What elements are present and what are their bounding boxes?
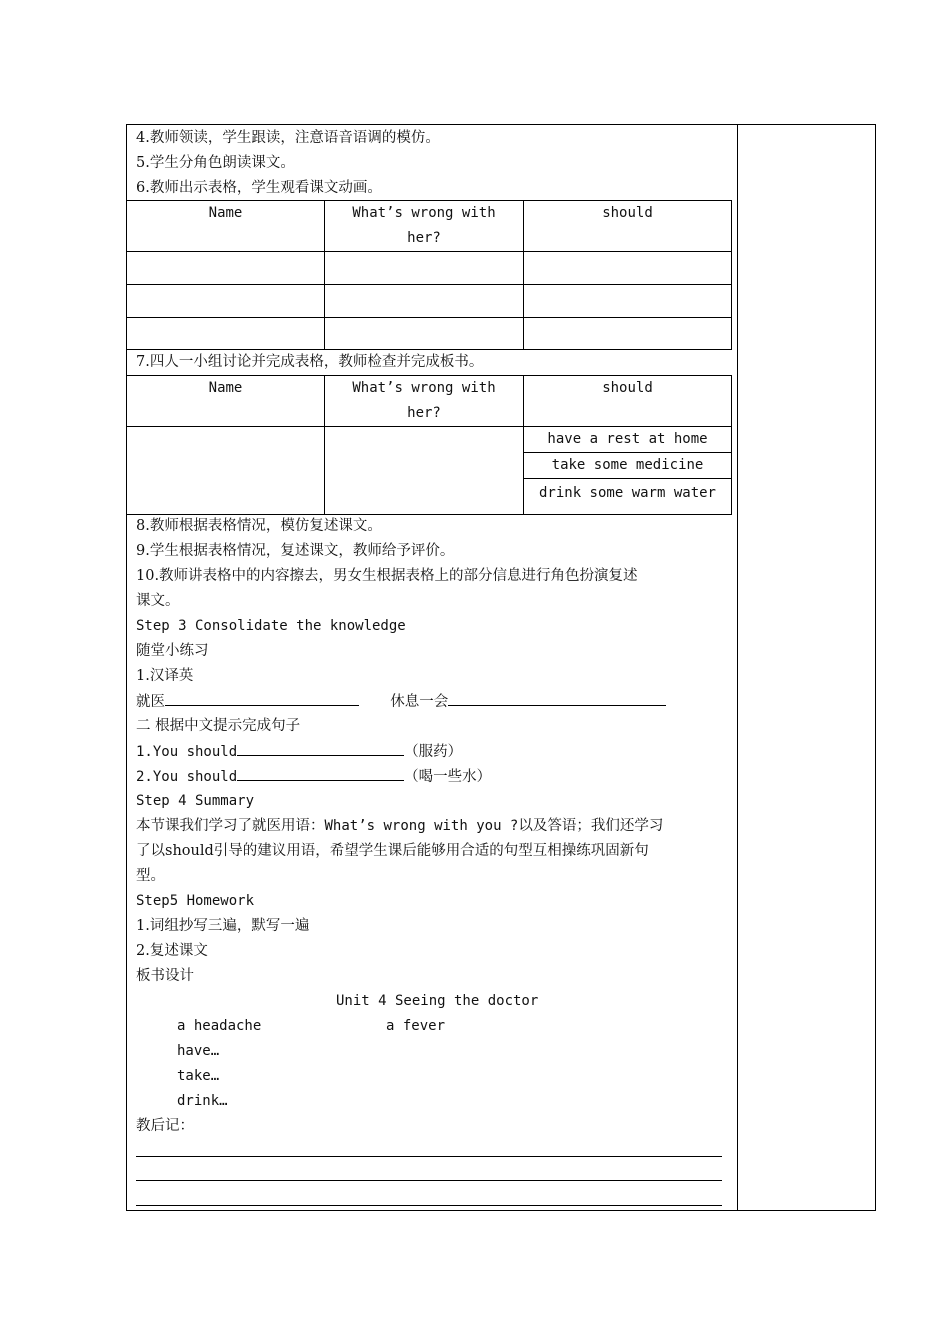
blank-4 xyxy=(237,766,404,781)
translate-heading: 1.汉译英 xyxy=(136,668,194,684)
table-cell xyxy=(524,285,732,318)
sentence-1 xyxy=(136,741,462,762)
should-item: drink some warm water xyxy=(538,485,716,501)
summary-line-2: 了以should引导的建议用语，希望学生课后能够用合适的句型互相操练巩固新句 xyxy=(136,843,649,859)
table-row xyxy=(127,252,732,285)
header-should: should xyxy=(524,201,732,252)
step-5-heading: Step5 Homework xyxy=(136,893,255,909)
board-have: have… xyxy=(177,1043,220,1059)
should-item: have a rest at home xyxy=(524,427,731,453)
step-line-9: 9.学生根据表格情况，复述课文，教师给予评价。 xyxy=(136,543,455,559)
step-line-4: 4.教师领读，学生跟读，注意语音语调的模仿。 xyxy=(136,130,440,146)
blank-1 xyxy=(165,691,359,706)
sentence-1-text: 1.You should xyxy=(136,744,238,760)
table-1 xyxy=(126,200,732,350)
table-2 xyxy=(126,375,732,515)
notes-heading: 教后记： xyxy=(136,1118,194,1134)
board-design-heading: 板书设计 xyxy=(136,968,194,984)
step-line-10: 10.教师讲表格中的内容擦去，男女生根据表格上的部分信息进行角色扮演复述 xyxy=(136,568,638,584)
should-item: take some medicine xyxy=(524,453,731,479)
summary-part: What’s wrong with you ? xyxy=(324,818,519,834)
table-row xyxy=(127,427,732,515)
step-line-10-cont: 课文。 xyxy=(136,593,180,609)
table-cell xyxy=(127,427,325,515)
table-cell xyxy=(325,285,524,318)
step-line-7: 7.四人一小组讨论并完成表格，教师检查并完成板书。 xyxy=(136,354,484,370)
section-2-heading: 二 根据中文提示完成句子 xyxy=(136,718,301,734)
step-3-heading: Step 3 Consolidate the knowledge xyxy=(136,618,406,634)
table-cell xyxy=(325,318,524,350)
sentence-2-hint: （喝一些水） xyxy=(404,769,492,785)
summary-part: 以及答语；我们还学习 xyxy=(518,818,664,834)
board-take: take… xyxy=(177,1068,220,1084)
header-should: should xyxy=(524,376,732,427)
homework-2: 2.复述课文 xyxy=(136,943,208,959)
notes-line xyxy=(136,1180,722,1181)
notes-line xyxy=(136,1156,722,1157)
should-cell xyxy=(524,427,732,515)
table-row xyxy=(127,201,732,252)
board-fever: a fever xyxy=(386,1018,446,1034)
sentence-2-text: 2.You should xyxy=(136,769,238,785)
term-xiuxi: 休息一会 xyxy=(390,694,449,710)
board-headache: a headache xyxy=(177,1018,262,1034)
table-row xyxy=(127,376,732,427)
header-name: Name xyxy=(127,376,325,427)
header-wrong: What’s wrong with her? xyxy=(325,376,524,427)
blank-2 xyxy=(448,691,666,706)
step-4-heading: Step 4 Summary xyxy=(136,793,255,809)
summary-line-3: 型。 xyxy=(136,868,165,884)
table-cell xyxy=(325,252,524,285)
table-cell xyxy=(325,427,524,515)
step-line-8: 8.教师根据表格情况，模仿复述课文。 xyxy=(136,518,382,534)
sentence-1-hint: （服药） xyxy=(404,744,463,760)
table-row xyxy=(127,285,732,318)
notes-line xyxy=(136,1205,722,1206)
step-line-6: 6.教师出示表格，学生观看课文动画。 xyxy=(136,180,382,196)
translate-row xyxy=(136,691,666,712)
homework-1: 1.词组抄写三遍，默写一遍 xyxy=(136,918,310,934)
blank-3 xyxy=(237,741,404,756)
table-cell xyxy=(127,252,325,285)
table-cell xyxy=(127,318,325,350)
table-cell xyxy=(127,285,325,318)
table-row xyxy=(127,318,732,350)
column-divider xyxy=(737,124,738,1211)
header-name: Name xyxy=(127,201,325,252)
practice-heading: 随堂小练习 xyxy=(136,643,209,659)
step-line-5: 5.学生分角色朗读课文。 xyxy=(136,155,295,171)
table-cell xyxy=(524,252,732,285)
header-wrong: What’s wrong with her? xyxy=(325,201,524,252)
table-cell xyxy=(524,318,732,350)
sentence-2 xyxy=(136,766,491,787)
summary-line-1 xyxy=(136,816,663,836)
board-title: Unit 4 Seeing the doctor xyxy=(336,993,539,1009)
summary-part: 本节课我们学习了就医用语： xyxy=(136,818,325,834)
term-jiuyi: 就医 xyxy=(136,694,165,710)
board-drink: drink… xyxy=(177,1093,228,1109)
